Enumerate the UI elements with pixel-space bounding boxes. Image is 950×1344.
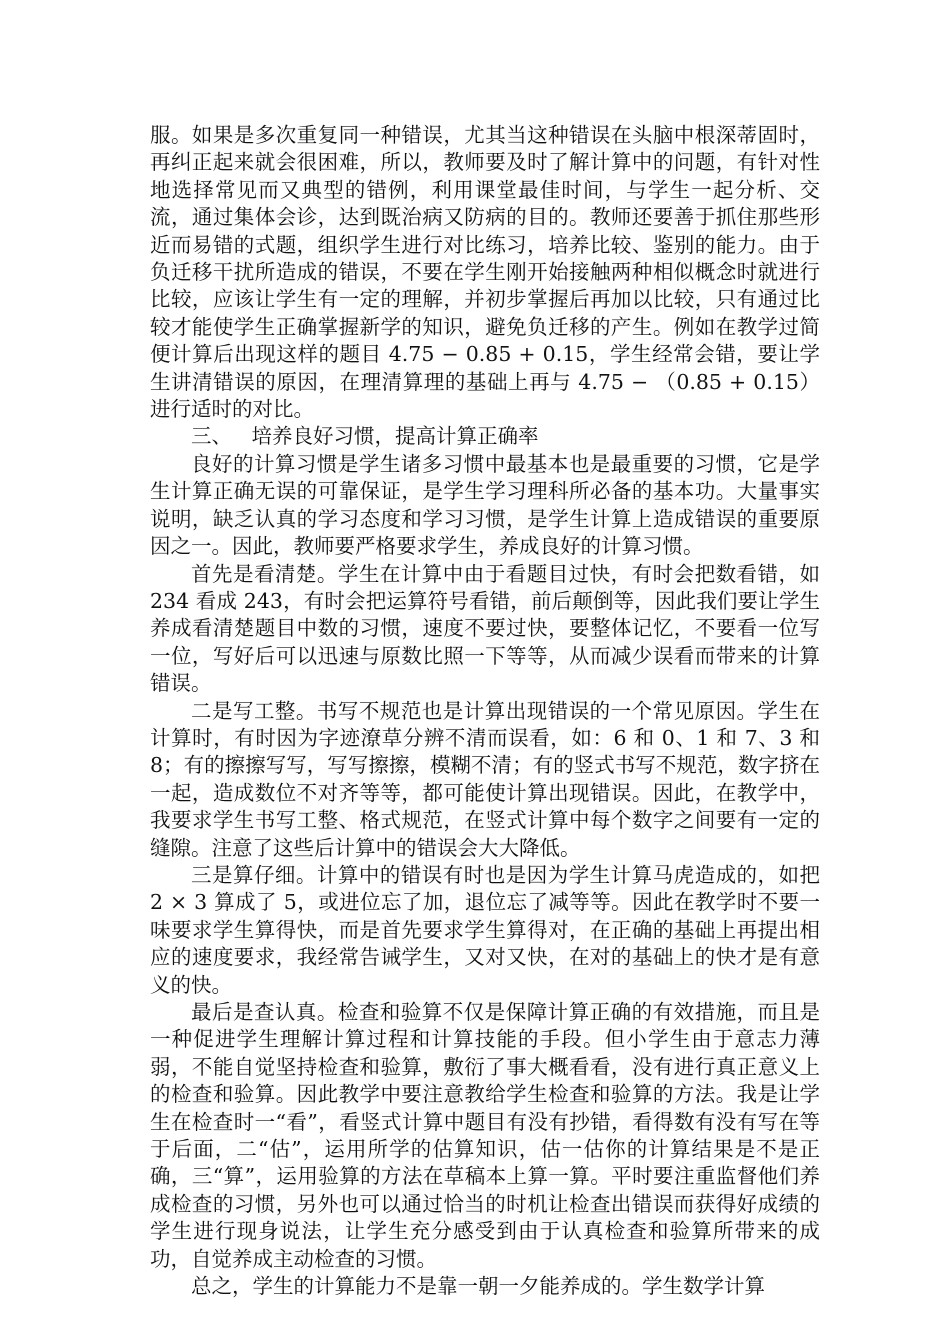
document-page [150, 122, 820, 1300]
paragraph-error-correction: 服。如果是多次重复同一种错误，尤其当这种错误在头脑中根深蒂固时，再纠正起来就会很困难，所以，教师要及时了解计算中的问题，有针对性地选择常见而又典型的错例，利用课堂最佳时间，与学生一起分析、交流，通过集体会诊，达到既治病又防病的目的。教师还要善于抓住那些形近而易错的式题，组织学生进行对比练习，培养比较、鉴别的能力。由于负迁移干扰所造成的错误，不要在学生刚开始接触两种相似概念时就进行比较，应该让学生有一定的理解，并初步掌握后再加以比较，只有通过比较才能使学生正确掌握新学的知识，避免负迁移的产生。例如在教学过简便计算后出现这样的题目 4.75 − 0.85 + 0.15，学生经常会错，要让学生讲清错误的原因，在理清算理的基础上再与 4.75 − （0.85 + 0.15）进行适时的对比。 [150, 123, 820, 422]
section-heading-three: 三、 培养良好习惯，提高计算正确率 [191, 424, 539, 449]
paragraph-write-neatly: 二是写工整。书写不规范也是计算出现错误的一个常见原因。学生在计算时，有时因为字迹潦草分辨不清而误看，如：6 和 0、1 和 7、3 和 8；有的擦擦写写，写写擦擦，模糊不清；有的竖式书写不规范，数字挤在一起，造成数位不对齐等等，都可能使计算出现错误。因此，在教学中，我要求学生书写工整、格式规范，在竖式计算中每个数字之间要有一定的缝隙。注意了这些后计算中的错误会大大降低。 [150, 698, 820, 860]
paragraph-read-clearly: 首先是看清楚。学生在计算中由于看题目过快，有时会把数看错，如 234 看成 243，有时会把运算符号看错，前后颠倒等，因此我们要让学生养成看清楚题目中数的习惯，速度不要过快，要整体记忆，不要看一位写一位，写好后可以迅速与原数比照一下等等，从而减少误看而带来的计算错误。 [150, 561, 820, 696]
paragraph-good-habits: 良好的计算习惯是学生诸多习惯中最基本也是最重要的习惯，它是学生计算正确无误的可靠保证，是学生学习理科所必备的基本功。大量事实说明，缺乏认真的学习态度和学习习惯，是学生计算上造成错误的重要原因之一。因此，教师要严格要求学生，养成良好的计算习惯。 [150, 451, 820, 559]
paragraph-check-seriously: 最后是查认真。检查和验算不仅是保障计算正确的有效措施，而且是一种促进学生理解计算过程和计算技能的手段。但小学生由于意志力薄弱，不能自觉坚持检查和验算，敷衍了事大概看看，没有进行真正意义上的检查和验算。因此教学中要注意教给学生检查和验算的方法。我是让学生在检查时一“看”，看竖式计算中题目有没有抄错，看得数有没有写在等于后面，二“估”，运用所学的估算知识，估一估你的计算结果是不是正确，三“算”，运用验算的方法在草稿本上算一算。平时要注重监督他们养成检查的习惯，另外也可以通过恰当的时机让检查出错误而获得好成绩的学生进行现身说法，让学生充分感受到由于认真检查和验算所带来的成功，自觉养成主动检查的习惯。 [150, 1000, 820, 1271]
paragraph-calculate-carefully: 三是算仔细。计算中的错误有时也是因为学生计算马虎造成的，如把 2 × 3 算成了 5，或进位忘了加，退位忘了减等等。因此在教学时不要一味要求学生算得快，而是首先要求学生算得对，在正确的基础上再提出相应的速度要求，我经常告诫学生，又对又快，在对的基础上的快才是有意义的快。 [150, 862, 820, 997]
paragraph-conclusion: 总之，学生的计算能力不是靠一朝一夕能养成的。学生数学计算 [191, 1274, 765, 1299]
